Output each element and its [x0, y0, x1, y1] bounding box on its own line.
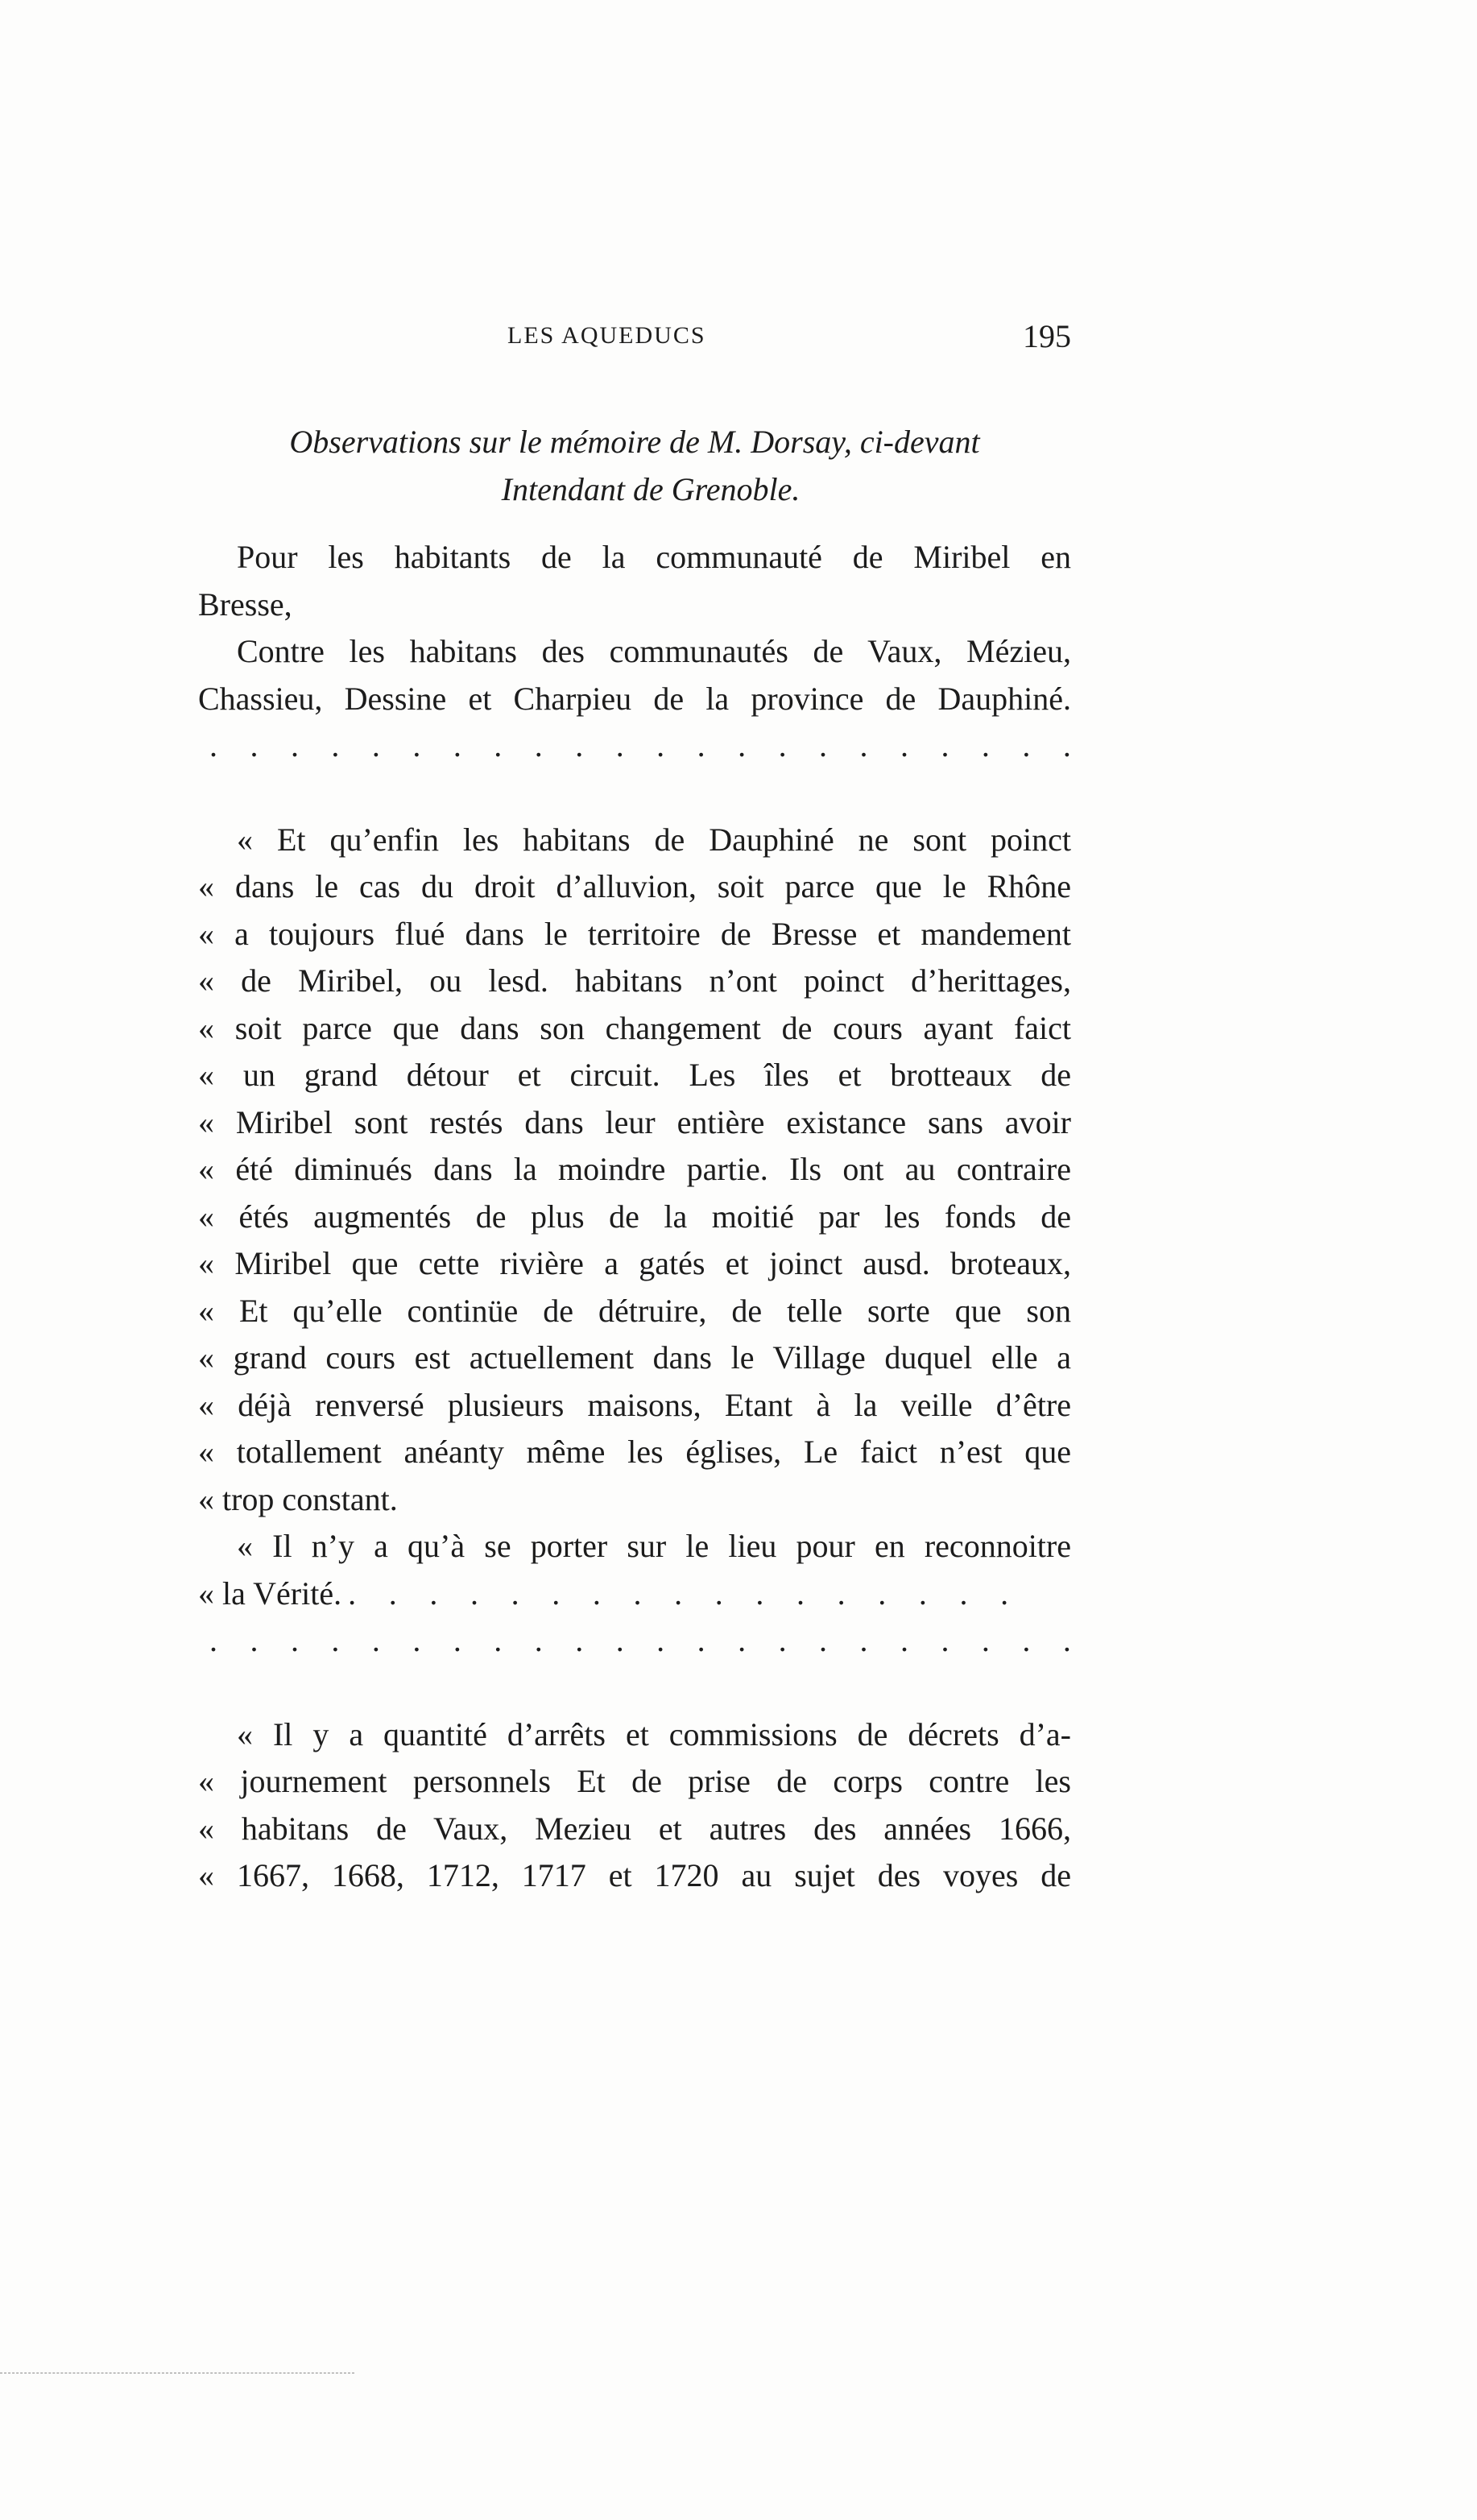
ellipsis-dot: . [981, 727, 990, 763]
ellipsis-dot: . [900, 1622, 908, 1658]
quote1-line: « étés augmentés de plus de la moitié par les fonds de [198, 1198, 1071, 1235]
ellipsis-dot: . [534, 1622, 543, 1658]
ellipsis-dot: . [348, 1574, 357, 1612]
ellipsis-dot: . [755, 1574, 764, 1612]
page-header [198, 318, 1071, 370]
quote1-line: « de Miribel, ou lesd. habitans n’ont poinct d’herittages, [198, 962, 1071, 999]
pour-line-1: Pour les habitants de la communauté de Miribel en [237, 539, 1071, 575]
quote1-line: « soit parce que dans son changement de cours ayant faict [198, 1009, 1071, 1046]
pour-line-2: Bresse, [198, 586, 292, 623]
quote1-line: « été diminués dans la moindre partie. Ils ont au contraire [198, 1151, 1071, 1187]
quote2-trailing-ellipsis [348, 1570, 1008, 1618]
ellipsis-dot: . [534, 727, 543, 763]
quote3-line: « 1667, 1668, 1712, 1717 et 1720 au sujet des voyes de [198, 1857, 1071, 1893]
quote2-line-1: « Il n’y a qu’à se porter sur le lieu pour en reconnoitre [237, 1528, 1071, 1564]
quote3-line: « Il y a quantité d’arrêts et commissions de décrets d’a- [237, 1715, 1071, 1752]
quote2-line-2: « la Vérité. [198, 1574, 342, 1612]
ellipsis-dot: . [331, 727, 340, 763]
ellipsis-dot: . [859, 1622, 868, 1658]
contre-paragraph [198, 628, 1071, 722]
ellipsis-dot: . [674, 1574, 683, 1612]
quote1-line: « un grand détour et circuit. Les îles et brotteaux de [198, 1057, 1071, 1093]
ellipsis-dot: . [470, 1574, 478, 1612]
ellipsis-dot: . [837, 1574, 846, 1612]
ellipsis-dot: . [778, 727, 787, 763]
quote1-line: « Miribel sont restés dans leur entière existance sans avoir [198, 1103, 1071, 1140]
ellipsis-dot: . [656, 727, 665, 763]
quote-block-3 [198, 1711, 1071, 1900]
ellipsis-row-1 [198, 722, 1071, 770]
ellipsis-dot: . [615, 1622, 624, 1658]
ellipsis-dot: . [592, 1574, 601, 1612]
ellipsis-dot: . [371, 727, 380, 763]
ellipsis-dot: . [209, 727, 217, 763]
ellipsis-dot: . [778, 1622, 787, 1658]
ellipsis-dot: . [941, 727, 950, 763]
quote1-line: « Miribel que cette rivière a gatés et joinct ausd. broteaux, [198, 1245, 1071, 1281]
quote1-line: « dans le cas du droit d’alluvion, soit parce que le Rhône [198, 868, 1071, 904]
ellipsis-dot: . [412, 1622, 421, 1658]
quote1-line: « trop constant. [198, 1480, 398, 1517]
ellipsis-dot: . [900, 727, 908, 763]
ellipsis-dot: . [1062, 1622, 1071, 1658]
quote3-line: « habitans de Vaux, Mezieu et autres des années 1666, [198, 1810, 1071, 1847]
ellipsis-dot: . [453, 727, 461, 763]
contre-line-1: Contre les habitans des communautés de Vaux, Mézieu, [237, 633, 1071, 669]
ellipsis-dot: . [1062, 727, 1071, 763]
ellipsis-dot: . [1022, 727, 1031, 763]
ellipsis-dot: . [388, 1574, 397, 1612]
ellipsis-dot: . [615, 727, 624, 763]
ellipsis-dot: . [878, 1574, 887, 1612]
ellipsis-dot: . [494, 1622, 503, 1658]
ellipsis-dot: . [453, 1622, 461, 1658]
ellipsis-dot: . [697, 727, 705, 763]
ellipsis-dot: . [331, 1622, 340, 1658]
ellipsis-dot: . [250, 727, 259, 763]
ellipsis-dot: . [429, 1574, 438, 1612]
ellipsis-dot: . [981, 1622, 990, 1658]
ellipsis-dot: . [819, 1622, 828, 1658]
ellipsis-dot: . [959, 1574, 968, 1612]
ellipsis-dot: . [250, 1622, 259, 1658]
ellipsis-dot: . [714, 1574, 723, 1612]
ellipsis-dot: . [575, 727, 584, 763]
quote1-line: « totallement anéanty même les églises, Le faict n’est que [198, 1434, 1071, 1470]
ellipsis-dot: . [738, 727, 747, 763]
ellipsis-dot: . [371, 1622, 380, 1658]
ellipsis-row-2 [198, 1617, 1071, 1665]
ellipsis-dot: . [859, 727, 868, 763]
document-title [198, 419, 1071, 513]
ellipsis-dot: . [511, 1574, 519, 1612]
quote1-line: « a toujours flué dans le territoire de Bresse et mandement [198, 915, 1071, 952]
quote3-line: « journement personnels Et de prise de corps contre les [198, 1763, 1071, 1799]
ellipsis-dot: . [633, 1574, 642, 1612]
page-number: 195 [1023, 318, 1071, 354]
ellipsis-dot: . [575, 1622, 584, 1658]
ellipsis-dot: . [918, 1574, 927, 1612]
ellipsis-dot: . [1000, 1574, 1009, 1612]
contre-line-2: Chassieu, Dessine et Charpieu de la province de Dauphiné. [198, 680, 1071, 717]
quote-block-2 [198, 1523, 1071, 1617]
ellipsis-dot: . [290, 1622, 299, 1658]
title-line-2: Intendant de Grenoble. [501, 470, 801, 507]
page-body [198, 419, 1071, 1900]
ellipsis-dot: . [1022, 1622, 1031, 1658]
ellipsis-dot: . [209, 1622, 217, 1658]
ellipsis-dot: . [738, 1622, 747, 1658]
ellipsis-dot: . [941, 1622, 950, 1658]
quote1-line: « grand cours est actuellement dans le Village duquel elle a [198, 1339, 1071, 1376]
quote1-line: « déjà renversé plusieurs maisons, Etant à la veille d’être [198, 1386, 1071, 1423]
pour-paragraph [198, 534, 1071, 628]
ellipsis-dot: . [656, 1622, 665, 1658]
ellipsis-dot: . [796, 1574, 805, 1612]
ellipsis-dot: . [290, 727, 299, 763]
running-title: LES AQUEDUCS [507, 322, 706, 349]
ellipsis-dot: . [494, 727, 503, 763]
quote2-line-2-row [198, 1570, 1071, 1618]
ellipsis-dot: . [819, 727, 828, 763]
quote-block-1 [198, 817, 1071, 1524]
ellipsis-dot: . [412, 727, 421, 763]
ellipsis-dot: . [552, 1574, 561, 1612]
quote1-line: « Et qu’elle continüe de détruire, de telle sorte que son [198, 1292, 1071, 1329]
title-line-1: Observations sur le mémoire de M. Dorsay, ci-devant [289, 424, 980, 460]
quote1-line: « Et qu’enfin les habitans de Dauphiné ne sont poinct [237, 821, 1071, 858]
ellipsis-dot: . [697, 1622, 705, 1658]
